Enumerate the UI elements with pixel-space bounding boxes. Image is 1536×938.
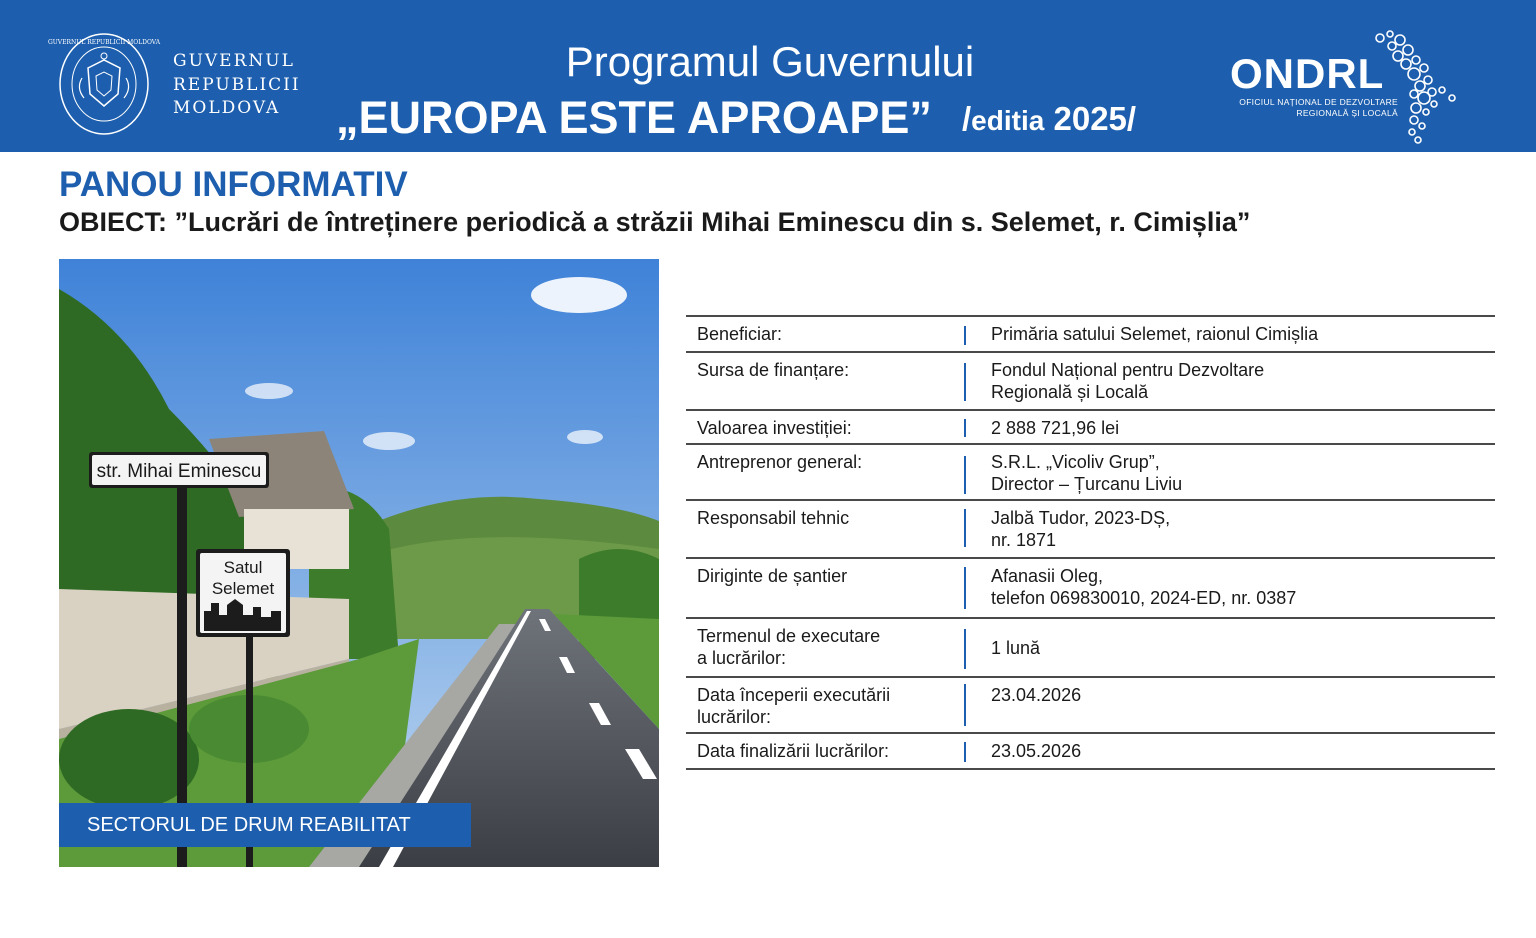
edition-label xyxy=(962,100,1136,138)
header-banner xyxy=(0,0,1536,152)
row-value xyxy=(991,740,1491,762)
row-value-line: 1 lună xyxy=(991,638,1041,658)
row-label xyxy=(697,740,957,762)
row-separator xyxy=(964,567,966,609)
row-value-line: Director – Țurcanu Liviu xyxy=(991,474,1183,494)
row-label xyxy=(697,323,957,345)
gov-name-line: REPUBLICII xyxy=(173,74,301,95)
row-value-line: telefon 069830010, 2024-ED, nr. 0387 xyxy=(991,588,1297,608)
row-value-line: Jalbă Tudor, 2023-DȘ, xyxy=(991,508,1171,528)
row-label-line: Antreprenor general: xyxy=(697,452,863,472)
row-value-line: 23.05.2026 xyxy=(991,741,1082,761)
row-separator xyxy=(964,629,966,669)
row-label-line: Sursa de finanțare: xyxy=(697,360,850,380)
row-value xyxy=(991,451,1491,495)
row-label-line: Data finalizării lucrărilor: xyxy=(697,741,890,761)
moldova-map-dots-icon xyxy=(1370,28,1466,148)
row-label-line: Valoarea investiției: xyxy=(697,418,852,438)
table-row xyxy=(686,445,1495,501)
row-value-line: Afanasii Oleg, xyxy=(991,566,1104,586)
info-table xyxy=(686,315,1495,770)
program-title: Programul Guvernului xyxy=(565,38,975,85)
row-label xyxy=(697,625,957,669)
ondrl-sub-line: OFICIUL NAȚIONAL DE DEZVOLTARE xyxy=(1239,97,1398,107)
object-description: OBIECT: ”Lucrări de întreținere periodică a străzii Mihai Eminescu din s. Selemet, r. Cimișlia” xyxy=(59,207,1251,237)
emblem-ring-text: GUVERNUL REPUBLICII MOLDOVA xyxy=(47,39,161,46)
government-name xyxy=(173,50,301,121)
row-separator xyxy=(964,363,966,401)
row-label-line: Diriginte de șantier xyxy=(697,566,848,586)
row-value xyxy=(991,417,1491,439)
row-label-line: Beneficiar: xyxy=(697,324,783,344)
road-photo xyxy=(59,259,659,867)
row-separator xyxy=(964,456,966,494)
ondrl-sub-line: REGIONALĂ ȘI LOCALĂ xyxy=(1296,108,1398,118)
row-value-line: nr. 1871 xyxy=(991,530,1057,550)
row-separator xyxy=(964,684,966,726)
government-emblem-icon xyxy=(47,32,161,136)
row-value xyxy=(991,565,1491,609)
table-row xyxy=(686,619,1495,678)
row-value-line: Fondul Național pentru Dezvoltare xyxy=(991,360,1265,380)
gov-name-line: MOLDOVA xyxy=(173,98,281,118)
row-separator xyxy=(964,326,966,345)
table-row xyxy=(686,317,1495,353)
row-separator xyxy=(964,509,966,547)
row-label-line: lucrărilor: xyxy=(697,707,772,727)
photo-caption: SECTORUL DE DRUM REABILITAT xyxy=(59,803,471,847)
row-value-line: S.R.L. „Vicoliv Grup”, xyxy=(991,452,1160,472)
row-value-line: Regională și Locală xyxy=(991,382,1149,402)
table-row xyxy=(686,678,1495,734)
row-label-line: Data începerii executării xyxy=(697,685,891,705)
table-row xyxy=(686,559,1495,619)
ondrl-logo-text: ONDRL xyxy=(1230,50,1385,97)
row-label xyxy=(697,565,957,587)
row-label-line: Termenul de executare xyxy=(697,626,881,646)
row-value xyxy=(991,507,1491,551)
row-label xyxy=(697,507,957,529)
table-row xyxy=(686,411,1495,445)
row-value xyxy=(991,684,1491,706)
row-value-line: 23.04.2026 xyxy=(991,685,1082,705)
row-label xyxy=(697,451,957,473)
row-label xyxy=(697,417,957,439)
edition-prefix: / xyxy=(962,100,972,137)
row-value xyxy=(991,323,1491,345)
row-value xyxy=(991,637,1491,659)
page-title: PANOU INFORMATIV xyxy=(59,165,408,204)
edition-year: 2025/ xyxy=(1053,100,1137,137)
row-value-line: 2 888 721,96 lei xyxy=(991,418,1120,438)
table-row xyxy=(686,501,1495,559)
row-separator xyxy=(964,419,966,437)
street-sign-text: str. Mihai Eminescu xyxy=(96,461,262,482)
row-label-line: Responsabil tehnic xyxy=(697,508,850,528)
row-label-line: a lucrărilor: xyxy=(697,648,787,668)
village-sign-line: Satul xyxy=(223,558,263,577)
row-label xyxy=(697,359,957,381)
row-value-line: Primăria satului Selemet, raionul Cimișlia xyxy=(991,324,1319,344)
gov-name-line: GUVERNUL xyxy=(173,51,295,71)
program-slogan: „EUROPA ESTE APROAPE” xyxy=(336,92,932,143)
table-row xyxy=(686,353,1495,411)
row-value xyxy=(991,359,1491,403)
table-row xyxy=(686,734,1495,770)
row-label xyxy=(697,684,957,728)
village-sign-line: Selemet xyxy=(211,579,275,598)
row-separator xyxy=(964,742,966,762)
edition-word: editia xyxy=(971,105,1045,136)
